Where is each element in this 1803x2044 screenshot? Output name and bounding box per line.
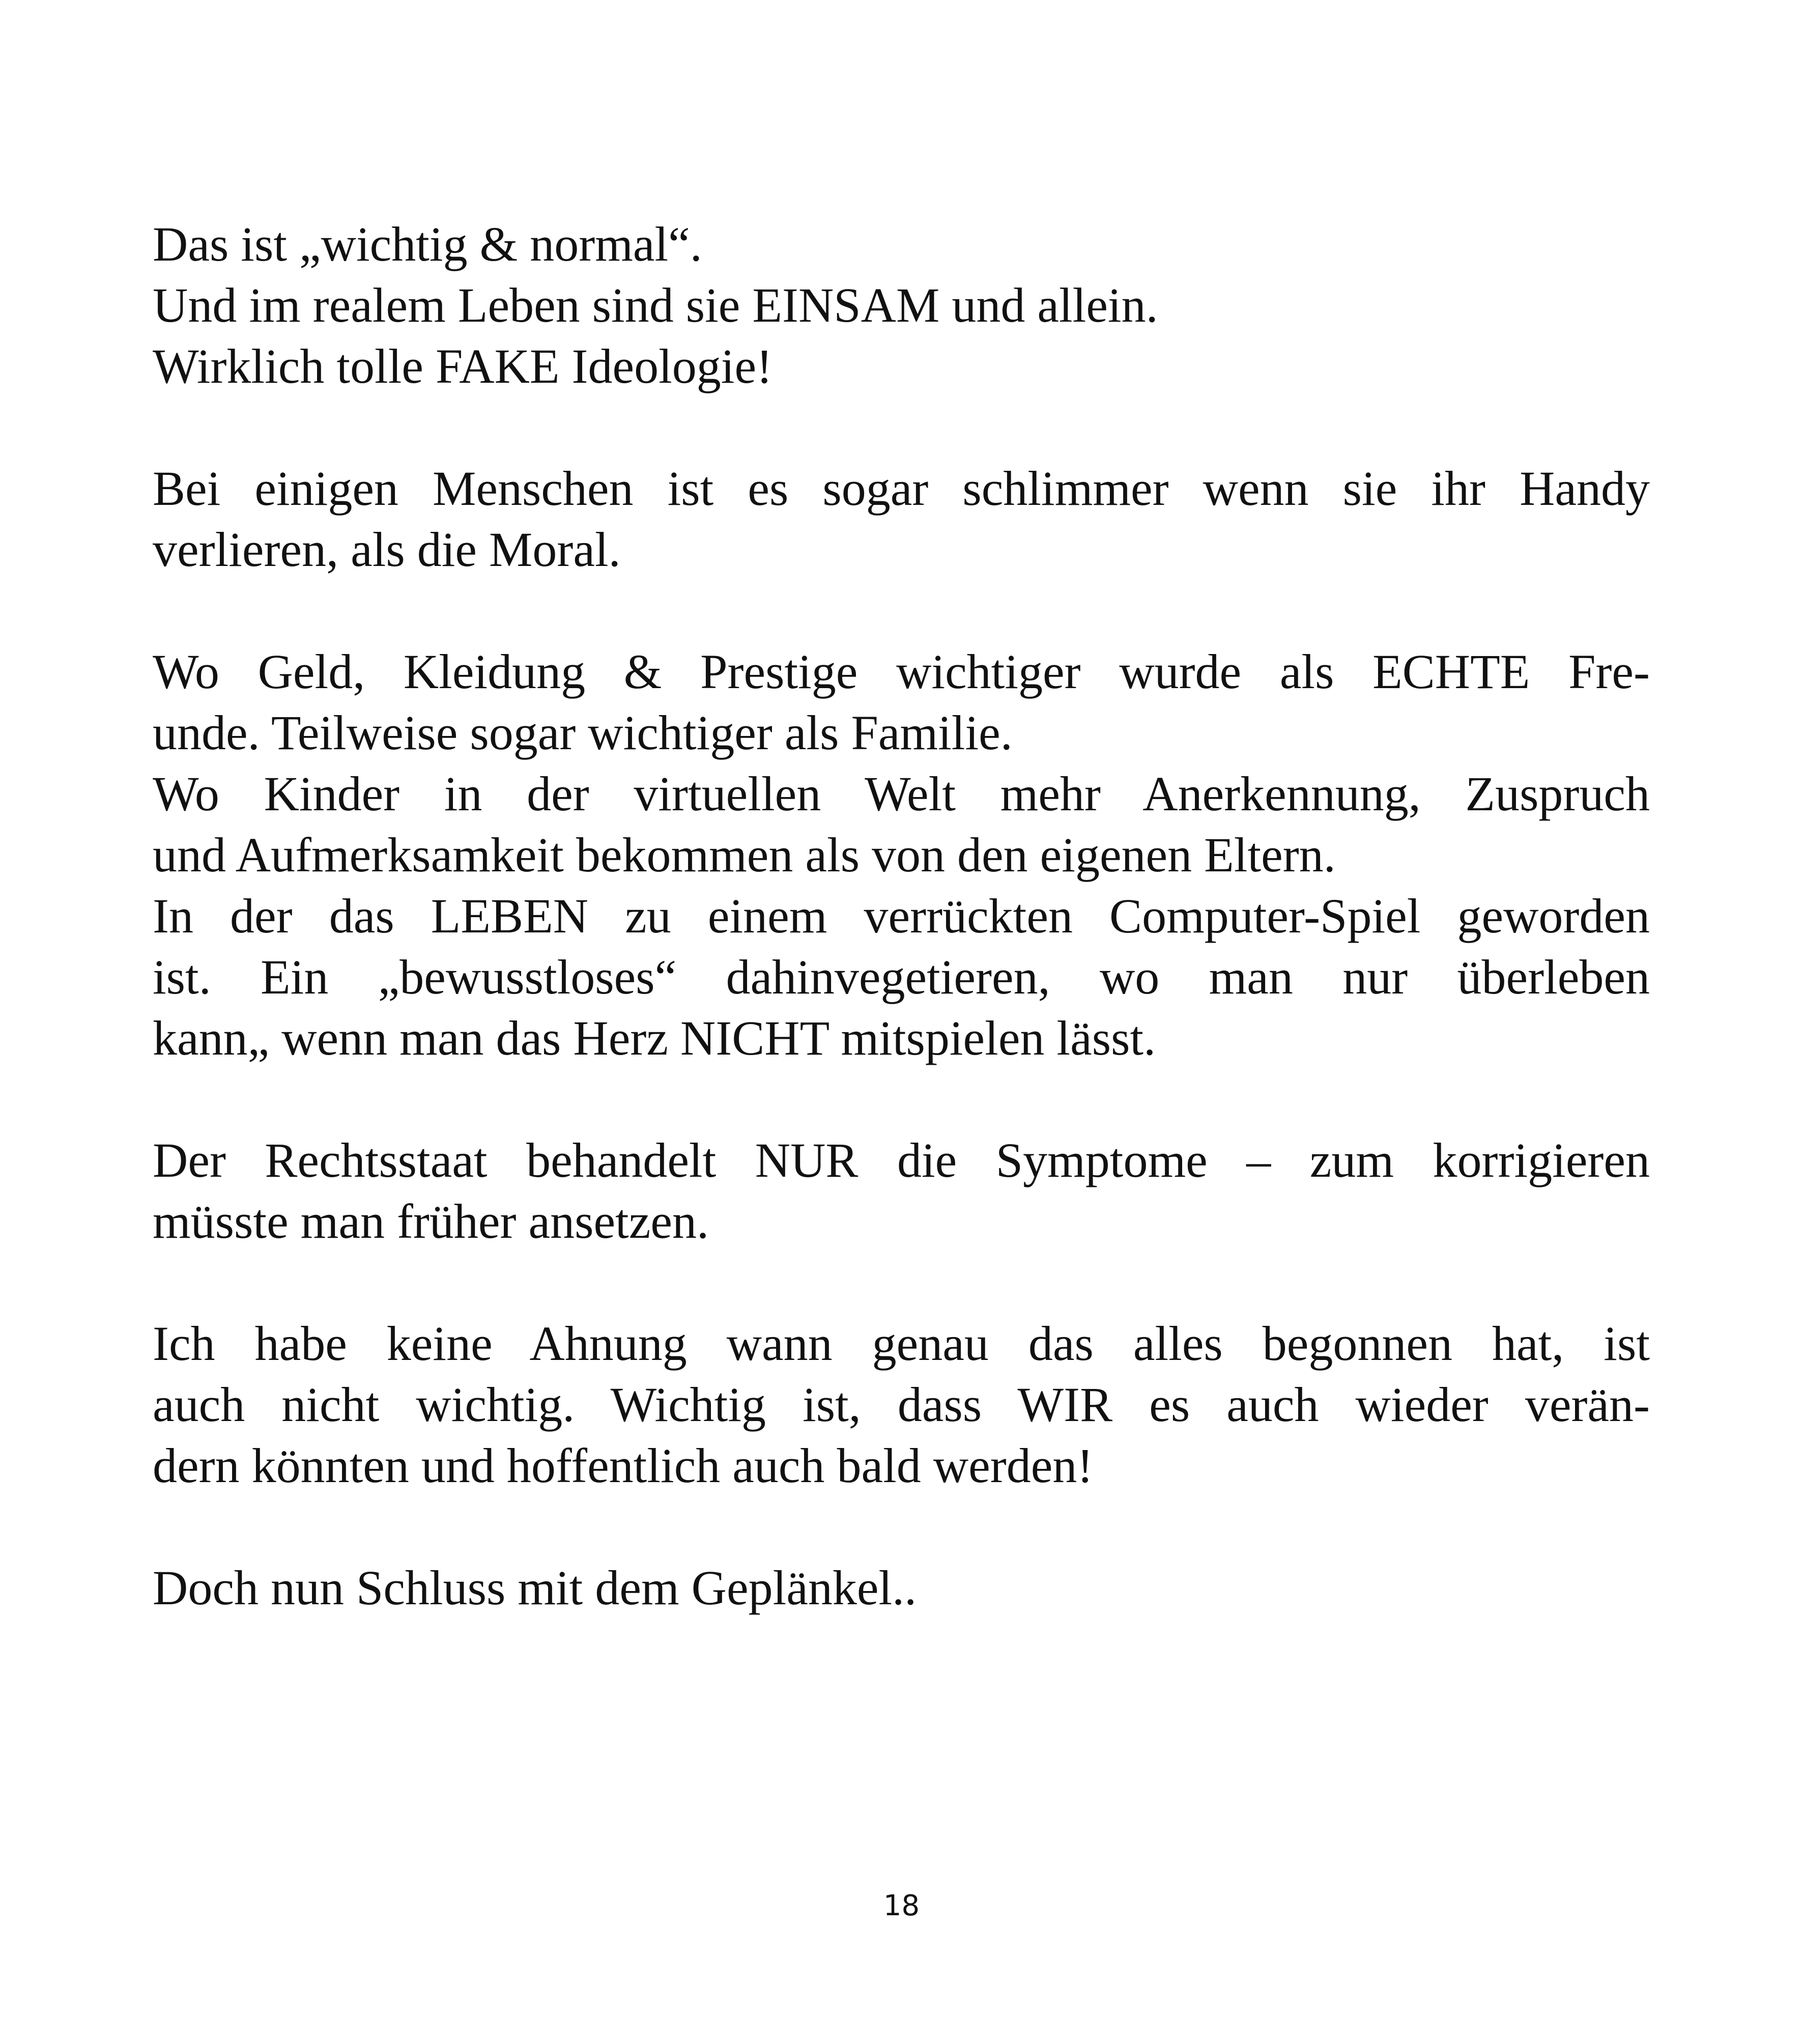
paragraph [153,1313,1650,1496]
paragraph [153,458,1650,580]
page-number: 18 [883,1889,920,1922]
text-line: auch nicht wichtig. Wichtig ist, dass WIR es auch wieder verän- [153,1377,1650,1432]
text-line: Bei einigen Menschen ist es sogar schlimmer wenn sie ihr Handy [153,461,1650,516]
text-line: Ich habe keine Ahnung wann genau das alles begonnen hat, ist [153,1316,1650,1371]
text-line: kann„ wenn man das Herz NICHT mitspielen lässt. [153,1011,1156,1065]
text-line: dern könnten und hoffentlich auch bald werden! [153,1438,1094,1493]
paragraph [153,1557,1650,1619]
text-line: Und im realem Leben sind sie EINSAM und allein. [153,278,1158,332]
text-line: Wirklich tolle FAKE Ideologie! [153,339,773,393]
paragraph [153,214,1650,397]
text-line: Wo Kinder in der virtuellen Welt mehr Anerkennung, Zuspruch [153,766,1650,821]
text-line: Der Rechtsstaat behandelt NUR die Symptome – zum korrigieren [153,1133,1650,1187]
text-line: Das ist „wichtig & normal“. [153,217,702,271]
text-line: verlieren, als die Moral. [153,522,621,577]
text-line: und Aufmerksamkeit bekommen als von den eigenen Eltern. [153,828,1336,882]
text-line: unde. Teilweise sogar wichtiger als Familie. [153,705,1013,760]
text-line: ist. Ein „bewusstloses“ dahinvegetieren, wo man nur überleben [153,950,1650,1004]
body-text [153,214,1650,1680]
text-line: müsste man früher ansetzen. [153,1194,709,1248]
text-line: In der das LEBEN zu einem verrückten Computer-Spiel geworden [153,889,1650,943]
paragraph [153,1130,1650,1252]
paragraph [153,641,1650,1069]
text-line: Doch nun Schluss mit dem Geplänkel.. [153,1560,917,1615]
text-line: Wo Geld, Kleidung & Prestige wichtiger wurde als ECHTE Fre- [153,644,1650,699]
